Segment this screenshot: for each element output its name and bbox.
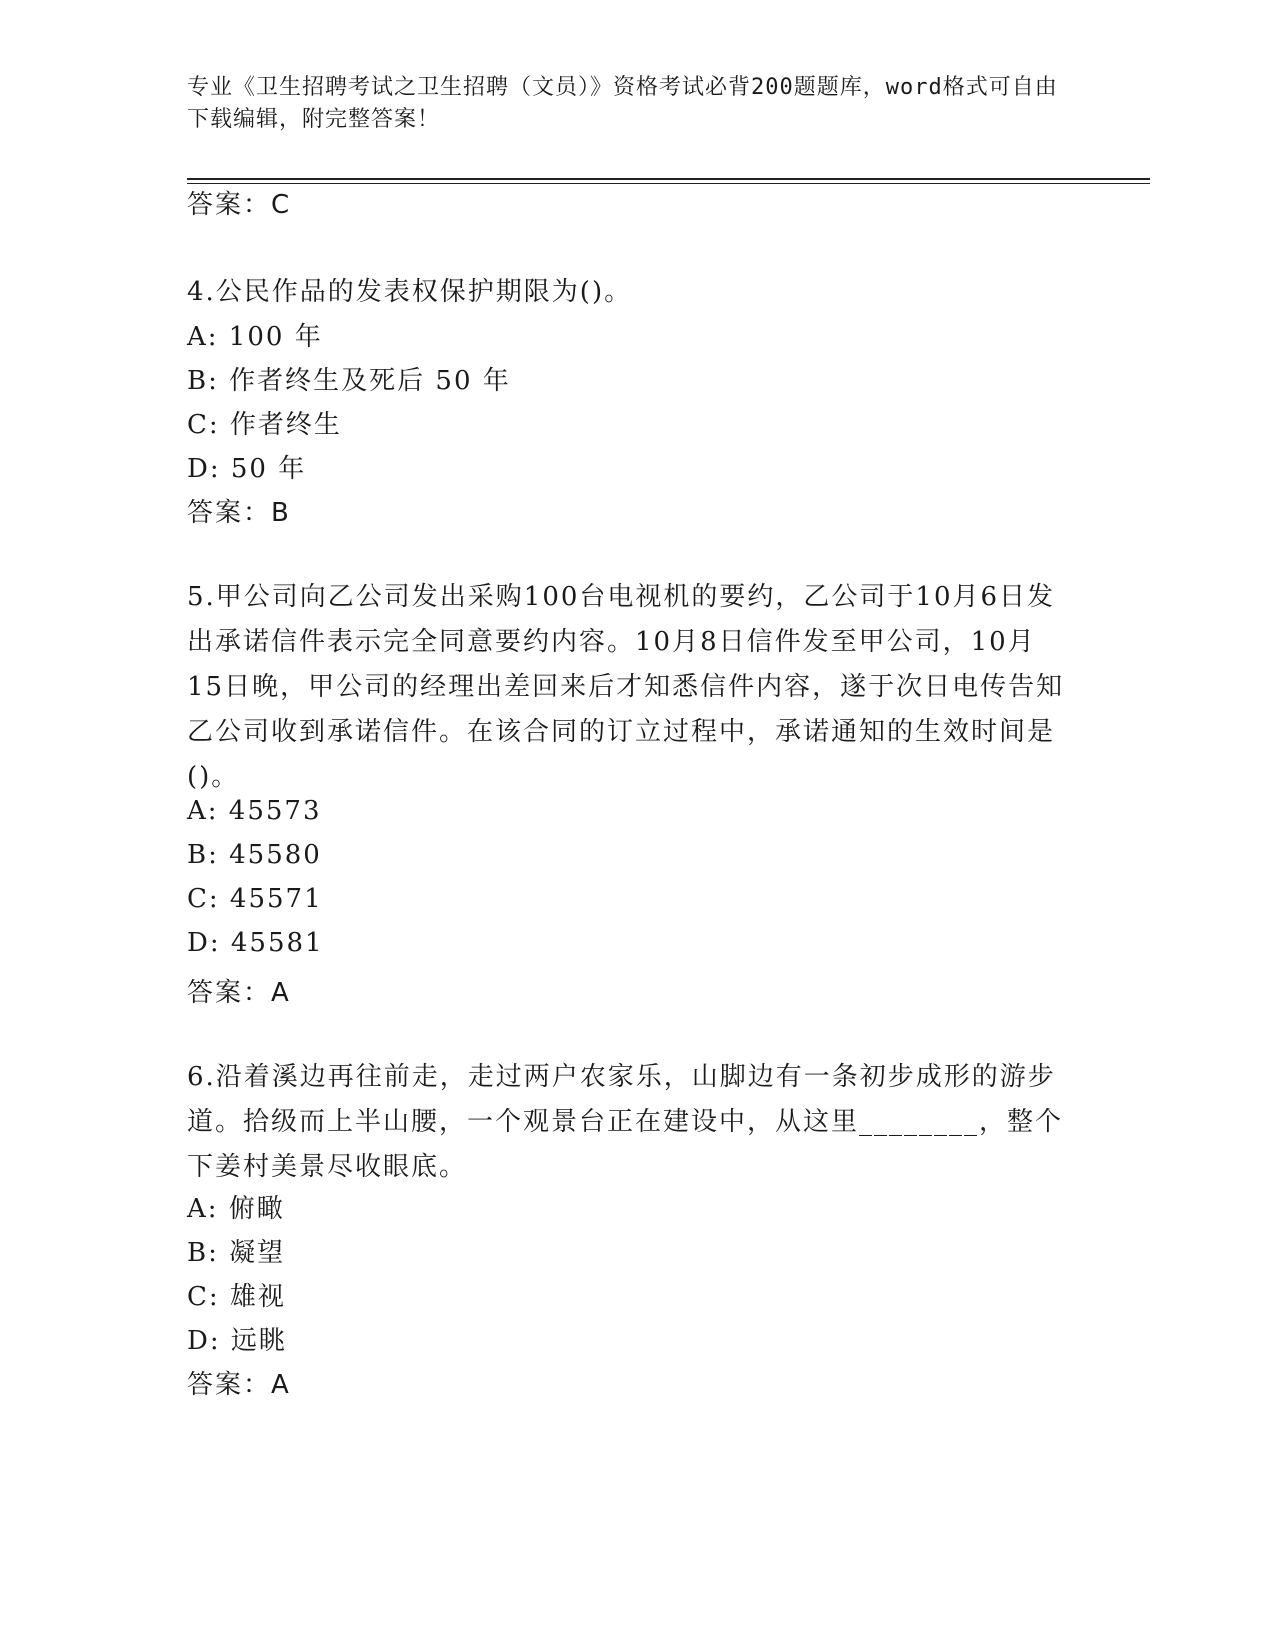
question-4-answer: 答案：B	[187, 498, 291, 528]
question-6-answer: 答案：A	[187, 1370, 291, 1400]
header-rule-thin	[187, 183, 1150, 184]
question-5-answer: 答案：A	[187, 978, 291, 1008]
question-6-option-a: A: 俯瞰	[187, 1194, 285, 1224]
question-5-option-d: D: 45581	[187, 928, 324, 958]
question-6-option-c: C: 雄视	[187, 1282, 286, 1312]
page-header: 专业《卫生招聘考试之卫生招聘（文员）》资格考试必背200题题库，word格式可自由下载编辑，附完整答案！	[187, 75, 1058, 132]
question-5-option-b: B: 45580	[187, 840, 322, 870]
question-4-stem: 4.公民作品的发表权保护期限为()。	[187, 277, 633, 307]
header-rule-thick	[187, 178, 1150, 180]
question-4-option-c: C: 作者终生	[187, 410, 342, 440]
question-4-option-a: A: 100 年	[187, 322, 323, 352]
question-5-stem: 5.甲公司向乙公司发出采购100台电视机的要约，乙公司于10月6日发出承诺信件表示完全同意要约内容。10月8日信件发至甲公司，10月15日晚，甲公司的经理出差回来后才知悉信件内容，遂于次日电传告知乙公司收到承诺信件。在该合同的订立过程中，承诺通知的生效时间是()。	[187, 582, 1065, 792]
previous-answer: 答案：C	[187, 190, 292, 220]
question-4-option-b: B: 作者终生及死后 50 年	[187, 366, 511, 396]
question-5-option-c: C: 45571	[187, 884, 323, 914]
question-5-option-a: A: 45573	[187, 796, 322, 826]
question-4-option-d: D: 50 年	[187, 454, 307, 484]
question-6-option-b: B: 凝望	[187, 1238, 286, 1268]
question-6-option-d: D: 远眺	[187, 1326, 287, 1356]
question-6-stem: 6.沿着溪边再往前走，走过两户农家乐，山脚边有一条初步成形的游步道。拾级而上半山腰，一个观景台正在建设中，从这里________，整个下姜村美景尽收眼底。	[187, 1062, 1064, 1182]
